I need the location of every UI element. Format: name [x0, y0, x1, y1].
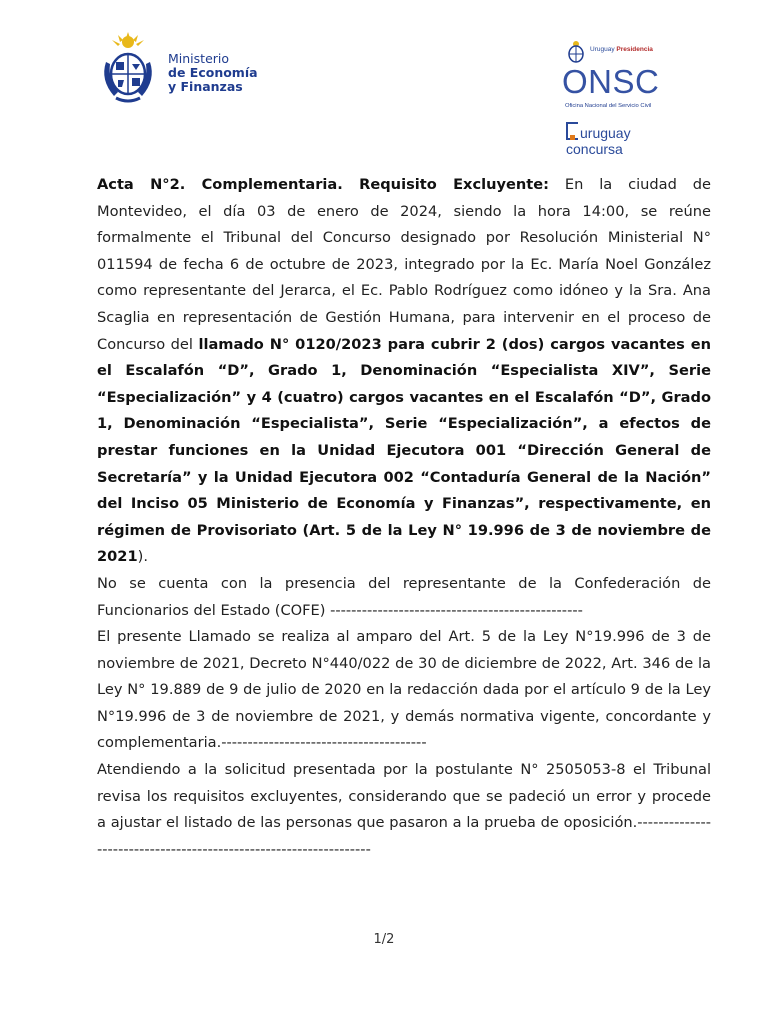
gov-prefix: Uruguay: [590, 46, 615, 53]
acta-paragraph-3: El presente Llamado se realiza al amparo del Art. 5 de la Ley N°19.996 de 3 de noviembre de 2021, Decreto N°440/022 de 30 de diciembre de 2022, Art. 346 de la Ley N° 19.889 de 9 de julio de 2020 en la redacción dada por el artículo 9 de la Ley N°19.996 de 3 de noviembre de 2021, y demás normativa vigente, concordante y complementaria.---------------------------------------: [97, 628, 711, 752]
mef-logo: [96, 32, 266, 112]
small-coat-of-arms-icon: [566, 40, 586, 64]
acta-paragraph-4: Atendiendo a la solicitud presentada por la postulante N° 2505053-8 el Tribunal revisa los requisitos excluyentes, considerando que se padeció un error y procede a ajustar el listado de las personas que pasaron a la prueba de oposición.------------------------------------------------------------------: [97, 761, 711, 858]
onsc-acronym: ONSC: [562, 63, 660, 100]
onsc-full-name: Oficina Nacional del Servicio Civil: [565, 103, 652, 109]
acta-paragraph-1: [97, 172, 711, 571]
concursa-label: uruguay concursa: [566, 125, 631, 157]
acta-body: [97, 172, 711, 863]
acta-intro: En la ciudad de Montevideo, el día 03 de enero de 2024, siendo la hora 14:00, se reúne formalmente el Tribunal del Concurso designado por Resolución Ministerial N° 011594 de fecha 6 de octubre de 2023, integrado por la Ec. María Noel González como representante del Jerarca, el Ec. Pablo Rodríguez como idóneo y la Sra. Ana Scaglia en representación de Gestión Humana, para intervenir en el proceso de Concurso del: [97, 176, 711, 353]
gov-suffix: Presidencia: [616, 46, 653, 53]
mef-line-2: de Economía: [168, 65, 258, 80]
uruguay-presidencia-label: [590, 46, 653, 53]
acta-intro-closing: ).: [137, 548, 148, 566]
mef-line-3: y Finanzas: [168, 79, 243, 94]
uruguay-concursa-logo: [566, 122, 678, 157]
concursa-mark-icon: [566, 122, 578, 140]
llamado-description: llamado N° 0120/2023 para cubrir 2 (dos) cargos vacantes en el Escalafón “D”, Grado 1, Denominación “Especialista XIV”, Serie “Especialización” y 4 (cuatro) cargos vacantes en el Escalafón “D”, Grado 1, Denominación “Especialista”, Serie “Especialización”, a efectos de prestar funciones en la Unidad Ejecutora 001 “Dirección General de Secretaría” y la Unidad Ejecutora 002 “Contaduría General de la Nación” del Inciso 05 Ministerio de Economía y Finanzas”, respectivamente, en régimen de Provisoriato (Art. 5 de la Ley N° 19.996 de 3 de noviembre de 2021: [97, 335, 712, 566]
onsc-logo: [558, 40, 678, 157]
mef-wordmark: [168, 52, 258, 94]
page-number: 1/2: [373, 932, 395, 947]
acta-paragraph-2: No se cuenta con la presencia del representante de la Confederación de Funcionarios del Estado (COFE) ------------------------------------------------: [97, 574, 711, 619]
mef-line-1: Ministerio: [168, 51, 230, 66]
uruguay-coat-of-arms-icon: [96, 32, 160, 106]
acta-title: Acta N°2. Complementaria. Requisito Excluyente:: [97, 176, 550, 193]
